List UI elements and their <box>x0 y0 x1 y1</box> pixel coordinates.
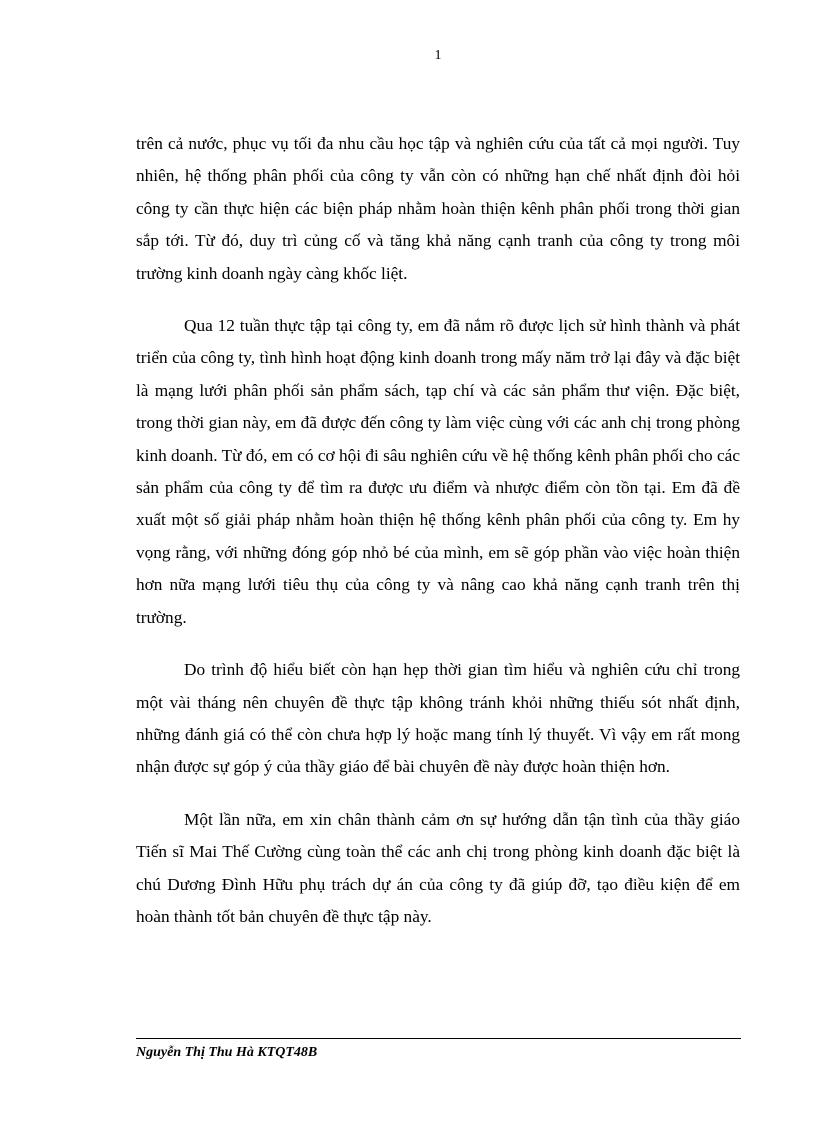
page-number: 1 <box>434 48 442 63</box>
paragraph-2: Qua 12 tuần thực tập tại công ty, em đã nắm rõ được lịch sử hình thành và phát triển của công ty, tình hình hoạt động kinh doanh trong mấy năm trở lại đây và đặc biệt là mạng lưới phân phối sản phẩm sách, tạp chí và các sản phẩm thư viện. Đặc biệt, trong thời gian này, em đã được đến công ty làm việc cùng với các anh chị trong phòng kinh doanh. Từ đó, em có cơ hội đi sâu nghiên cứu về hệ thống kênh phân phối cho các sản phẩm của công ty để tìm ra được ưu điểm và nhược điểm còn tồn tại. Em đã đề xuất một số giải pháp nhằm hoàn thiện hệ thống kênh phân phối của công ty. Em hy vọng rằng, với những đóng góp nhỏ bé của mình, em sẽ góp phần vào việc hoàn thiện hơn nữa mạng lưới tiêu thụ của công ty và nâng cao khả năng cạnh tranh trên thị trường. <box>136 316 740 627</box>
footer-divider <box>136 1038 741 1039</box>
paragraph-1: trên cả nước, phục vụ tối đa nhu cầu học tập và nghiên cứu của tất cả mọi người. Tuy nhiên, hệ thống phân phối của công ty vẫn còn có những hạn chế nhất định đòi hỏi công ty cần thực hiện các biện pháp nhằm hoàn thiện kênh phân phối trong thời gian sắp tới. Từ đó, duy trì củng cố và tăng khả năng cạnh tranh của công ty trong môi trường kinh doanh ngày càng khốc liệt. <box>136 134 740 283</box>
footer-author: Nguyễn Thị Thu Hà KTQT48B <box>136 1045 318 1060</box>
paragraph-4: Một lần nữa, em xin chân thành cảm ơn sự hướng dẫn tận tình của thầy giáo Tiến sĩ Mai Thế Cường cùng toàn thể các anh chị trong phòng kinh doanh đặc biệt là chú Dương Đình Hữu phụ trách dự án của công ty đã giúp đỡ, tạo điều kiện để em hoàn thành tốt bản chuyên đề thực tập này. <box>136 809 740 926</box>
document-body <box>136 128 740 953</box>
paragraph-3: Do trình độ hiểu biết còn hạn hẹp thời gian tìm hiểu và nghiên cứu chỉ trong một vài tháng nên chuyên đề thực tập không tránh khỏi những thiếu sót nhất định, những đánh giá có thể còn chưa hợp lý hoặc mang tính lý thuyết. Vì vậy em rất mong nhận được sự góp ý của thầy giáo để bài chuyên đề này được hoàn thiện hơn. <box>136 660 740 777</box>
